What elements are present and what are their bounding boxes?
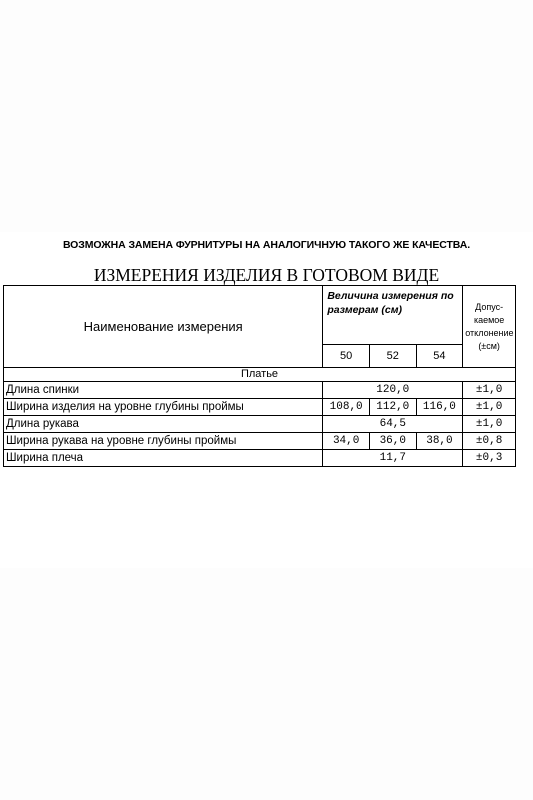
- header-size-group: [323, 286, 463, 345]
- size-52: 52: [369, 345, 416, 368]
- header-tol-line1: Допус-: [475, 301, 504, 312]
- table-row: [4, 399, 516, 416]
- row-name: Ширина рукава на уровне глубины проймы: [4, 433, 323, 450]
- row-value-54: 116,0: [416, 399, 463, 416]
- bottom-blank-area: [0, 568, 533, 800]
- row-tolerance: ±1,0: [463, 399, 516, 416]
- row-tolerance: ±0,8: [463, 433, 516, 450]
- row-tolerance: ±1,0: [463, 416, 516, 433]
- table-row: [4, 382, 516, 399]
- table-header-row: [4, 286, 516, 345]
- row-value-50: 108,0: [323, 399, 370, 416]
- size-54: 54: [416, 345, 463, 368]
- header-tolerance: [463, 286, 516, 368]
- table-row: [4, 433, 516, 450]
- header-tol-line3: отклонение: [465, 327, 514, 338]
- row-value-50: 34,0: [323, 433, 370, 450]
- header-tol-line4: (±см): [478, 340, 500, 351]
- section-label: Платье: [4, 368, 516, 382]
- row-common-value: 11,7: [323, 450, 463, 467]
- measurements-table: [3, 285, 516, 467]
- row-common-value: 120,0: [323, 382, 463, 399]
- row-value-52: 36,0: [369, 433, 416, 450]
- row-common-value: 64,5: [323, 416, 463, 433]
- row-name: Ширина плеча: [4, 450, 323, 467]
- header-measure-name: Наименование измерения: [4, 286, 323, 368]
- row-name: Длина рукава: [4, 416, 323, 433]
- row-name: Ширина изделия на уровне глубины проймы: [4, 399, 323, 416]
- row-value-54: 38,0: [416, 433, 463, 450]
- document-title: ИЗМЕРЕНИЯ ИЗДЕЛИЯ В ГОТОВОМ ВИДЕ: [93, 265, 440, 285]
- header-size-line1: Величина измерения по: [327, 290, 454, 302]
- row-tolerance: ±0,3: [463, 450, 516, 467]
- top-blank-area: [0, 0, 533, 232]
- header-tol-line2: каемое: [473, 314, 505, 325]
- section-row: [4, 368, 516, 382]
- table-row: [4, 416, 516, 433]
- row-value-52: 112,0: [369, 399, 416, 416]
- row-tolerance: ±1,0: [463, 382, 516, 399]
- header-size-line2: размерам (см): [327, 304, 402, 316]
- size-50: 50: [323, 345, 370, 368]
- table-row: [4, 450, 516, 467]
- notice-text: ВОЗМОЖНА ЗАМЕНА ФУРНИТУРЫ НА АНАЛОГИЧНУЮ ТАКОГО ЖЕ КАЧЕСТВА.: [62, 239, 471, 251]
- row-name: Длина спинки: [4, 382, 323, 399]
